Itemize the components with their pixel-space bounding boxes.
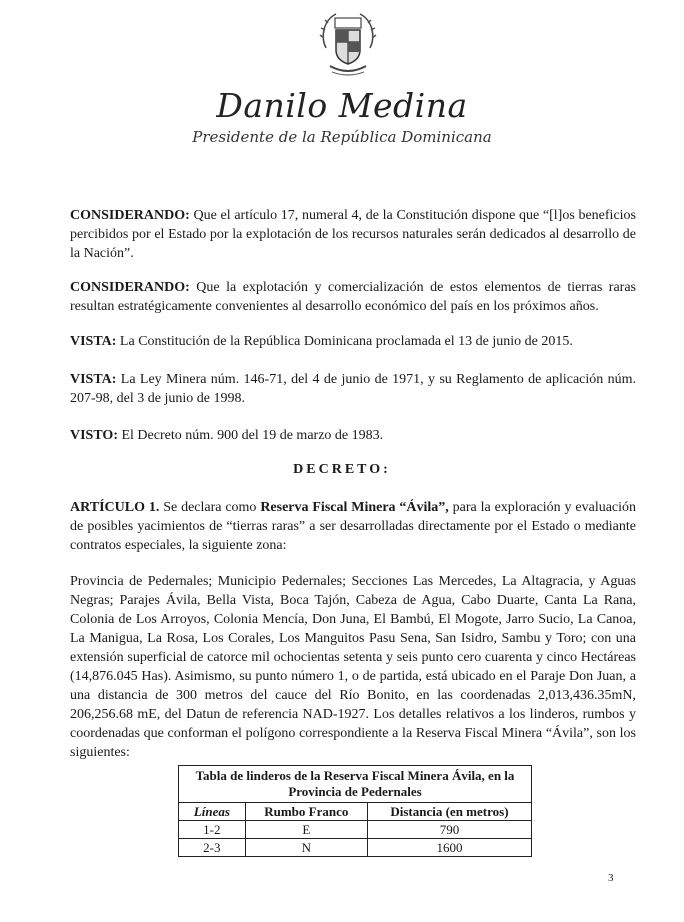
clause-text: La Constitución de la República Dominicana proclamada el 13 de junio de 2015. bbox=[119, 334, 573, 349]
article-1 bbox=[70, 498, 636, 555]
table-header: Distancia (en metros) bbox=[367, 803, 531, 821]
considerando-1 bbox=[70, 206, 636, 263]
vista-1 bbox=[70, 332, 636, 351]
clause-label: VISTA: bbox=[70, 372, 117, 387]
table-caption: Tabla de linderos de la Reserva Fiscal Minera Ávila, en la Provincia de Pedernales bbox=[179, 766, 532, 803]
table-cell: 1600 bbox=[367, 839, 531, 857]
signature-title: Presidente de la República Dominicana bbox=[192, 128, 492, 146]
boundaries-table bbox=[178, 765, 532, 857]
table-cell: 2-3 bbox=[179, 839, 246, 857]
clause-text: El Decreto núm. 900 del 19 de marzo de 1983. bbox=[121, 428, 384, 443]
table-row bbox=[179, 839, 532, 857]
table-cell: N bbox=[245, 839, 367, 857]
table-header: Líneas bbox=[179, 803, 246, 821]
page-number: 3 bbox=[608, 872, 614, 884]
visto-1 bbox=[70, 426, 636, 445]
signature-name: Danilo Medina bbox=[216, 86, 468, 125]
considerando-2 bbox=[70, 278, 636, 316]
clause-label: CONSIDERANDO: bbox=[70, 280, 190, 295]
article-pre: Se declara como bbox=[163, 500, 257, 515]
clause-text: Que el artículo 17, numeral 4, de la Constitución dispone que “[l]os beneficios percibidos por el Estado por la explotación de los recursos naturales serán dedicados al desarrollo de la Nación”. bbox=[70, 208, 636, 261]
reserve-name: Reserva Fiscal Minera “Ávila”, bbox=[260, 500, 449, 515]
vista-2 bbox=[70, 370, 636, 408]
table-header: Rumbo Franco bbox=[245, 803, 367, 821]
clause-text: La Ley Minera núm. 146-71, del 4 de junio de 1971, y su Reglamento de aplicación núm. 207-98, del 3 de junio de 1998. bbox=[70, 372, 637, 406]
clause-label: CONSIDERANDO: bbox=[70, 208, 190, 223]
coat-of-arms-seal bbox=[318, 8, 378, 80]
clause-label: VISTA: bbox=[70, 334, 117, 349]
table-cell: 790 bbox=[367, 821, 531, 839]
article-label: ARTÍCULO 1. bbox=[70, 500, 160, 515]
zone-description: Provincia de Pedernales; Municipio Pedernales; Secciones Las Mercedes, La Altagracia, y Aguas Negras; Parajes Ávila, Bella Vista, Boca Tajón, Cabeza de Agua, Cabo Duarte, Canta La Rana, Colonia de Los Arroyos, Colonia Mencía, Don Juna, El Bambú, El Mogote, Jarro Sucio, La Canoa, La Manigua, La Rosa, Los Corales, Los Manguitos Pasu Sena, San Isidro, Sambu y Toro; con una extensión superficial de catorce mil ochocientas setenta y seis punto cero cuarenta y cinco Hectáreas (14,876.045 Has). Asimismo, su punto número 1, o de partida, está ubicado en el Paraje Don Juan, a una distancia de 300 metros del cauce del Río Bonito, en las coordenadas 2,013,436.35mN, 206,256.68 mE, del Datun de referencia NAD-1927. Los detalles relativos a los linderos, rumbos y coordenadas que conforman el polígono correspondiente a la Reserva Fiscal Minera “Ávila”, son los siguientes: bbox=[70, 574, 636, 760]
table-cell: 1-2 bbox=[179, 821, 246, 839]
table-cell: E bbox=[245, 821, 367, 839]
table-row bbox=[179, 821, 532, 839]
clause-label: VISTO: bbox=[70, 428, 118, 443]
article-post: para la exploración y evaluación de posibles yacimientos de “tierras raras” a ser desarrolladas directamente por el Estado o mediante contratos especiales, la siguiente zona: bbox=[70, 500, 637, 553]
clause-text: Que la explotación y comercialización de estos elementos de tierras raras resultan estratégicamente convenientes al desarrollo económico del país en los próximos años. bbox=[70, 280, 636, 314]
decree-heading: DECRETO: bbox=[293, 462, 391, 477]
